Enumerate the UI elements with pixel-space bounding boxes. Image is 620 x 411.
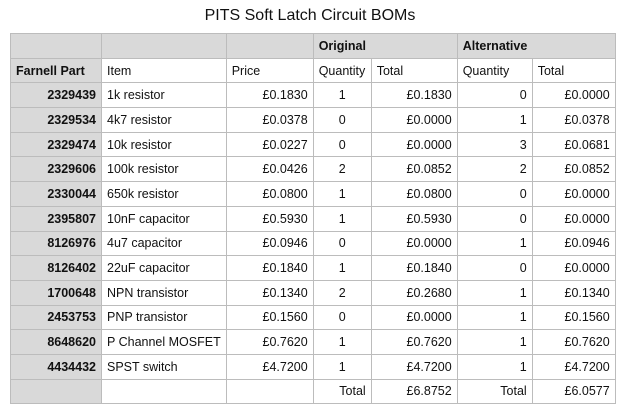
table-row: [11, 83, 616, 108]
item-cell[interactable]: 100k resistor: [102, 157, 227, 182]
original-total-cell[interactable]: £0.1840: [371, 256, 457, 281]
alternative-total-cell[interactable]: £0.0681: [532, 132, 615, 157]
original-total-cell[interactable]: £0.0000: [371, 231, 457, 256]
part-number-cell[interactable]: 2395807: [11, 206, 102, 231]
original-quantity-cell[interactable]: 2: [313, 157, 371, 182]
header-cell[interactable]: [11, 34, 102, 59]
table-row: [11, 206, 616, 231]
alternative-total-cell[interactable]: £0.7620: [532, 330, 615, 355]
part-number-cell[interactable]: 2330044: [11, 182, 102, 207]
totals-blank-cell[interactable]: [102, 379, 227, 404]
alternative-total-cell[interactable]: £0.0000: [532, 182, 615, 207]
alternative-total-cell[interactable]: £4.7200: [532, 354, 615, 379]
original-quantity-cell[interactable]: 0: [313, 231, 371, 256]
item-cell[interactable]: P Channel MOSFET: [102, 330, 227, 355]
original-quantity-cell[interactable]: 1: [313, 83, 371, 108]
table-row: [11, 157, 616, 182]
part-number-cell[interactable]: 8126976: [11, 231, 102, 256]
original-total-cell[interactable]: £0.0000: [371, 108, 457, 133]
alternative-quantity-cell[interactable]: 1: [457, 330, 532, 355]
original-total-cell[interactable]: £0.7620: [371, 330, 457, 355]
price-cell[interactable]: £0.5930: [226, 206, 313, 231]
part-number-cell[interactable]: 2329534: [11, 108, 102, 133]
price-cell[interactable]: £0.1830: [226, 83, 313, 108]
col-header-item[interactable]: Item: [102, 58, 227, 83]
original-total-cell[interactable]: £4.7200: [371, 354, 457, 379]
alternative-grand-total[interactable]: £6.0577: [532, 379, 615, 404]
col-header-alternative-total[interactable]: Total: [532, 58, 615, 83]
alternative-total-cell[interactable]: £0.0000: [532, 256, 615, 281]
part-number-cell[interactable]: 2329474: [11, 132, 102, 157]
original-quantity-cell[interactable]: 1: [313, 330, 371, 355]
sheet-title: PITS Soft Latch Circuit BOMs: [204, 7, 416, 24]
alternative-quantity-cell[interactable]: 2: [457, 157, 532, 182]
header-cell[interactable]: [226, 34, 313, 59]
alternative-total-cell[interactable]: £0.1560: [532, 305, 615, 330]
table-row: [11, 280, 616, 305]
item-cell[interactable]: 650k resistor: [102, 182, 227, 207]
alternative-quantity-cell[interactable]: 1: [457, 231, 532, 256]
alternative-total-cell[interactable]: £0.0378: [532, 108, 615, 133]
part-number-cell[interactable]: 4434432: [11, 354, 102, 379]
original-grand-total[interactable]: £6.8752: [371, 379, 457, 404]
alternative-quantity-cell[interactable]: 1: [457, 280, 532, 305]
item-cell[interactable]: 4u7 capacitor: [102, 231, 227, 256]
original-total-cell[interactable]: £0.0000: [371, 132, 457, 157]
col-header-original-quantity[interactable]: Quantity: [313, 58, 371, 83]
price-cell[interactable]: £0.0946: [226, 231, 313, 256]
price-cell[interactable]: £0.0426: [226, 157, 313, 182]
alternative-quantity-cell[interactable]: 1: [457, 305, 532, 330]
original-quantity-cell[interactable]: 0: [313, 108, 371, 133]
table-row: [11, 256, 616, 281]
original-quantity-cell[interactable]: 1: [313, 182, 371, 207]
alternative-quantity-cell[interactable]: 1: [457, 108, 532, 133]
table-row: [11, 182, 616, 207]
price-cell[interactable]: £0.0378: [226, 108, 313, 133]
group-original[interactable]: Original: [313, 34, 457, 59]
table-row: [11, 231, 616, 256]
price-cell[interactable]: £0.0227: [226, 132, 313, 157]
item-cell[interactable]: 10nF capacitor: [102, 206, 227, 231]
original-total-cell[interactable]: £0.1830: [371, 83, 457, 108]
original-quantity-cell[interactable]: 1: [313, 354, 371, 379]
table-row: [11, 132, 616, 157]
table-row: [11, 354, 616, 379]
alternative-total-cell[interactable]: £0.0852: [532, 157, 615, 182]
item-cell[interactable]: 1k resistor: [102, 83, 227, 108]
group-header-row: [11, 34, 616, 59]
totals-blank-cell[interactable]: [11, 379, 102, 404]
original-quantity-cell[interactable]: 0: [313, 132, 371, 157]
table-row: [11, 108, 616, 133]
alternative-total-cell[interactable]: £0.1340: [532, 280, 615, 305]
part-number-cell[interactable]: 2329439: [11, 83, 102, 108]
original-total-cell[interactable]: £0.5930: [371, 206, 457, 231]
price-cell[interactable]: £0.1560: [226, 305, 313, 330]
item-cell[interactable]: PNP transistor: [102, 305, 227, 330]
bom-table: [10, 33, 616, 404]
col-header-original-total[interactable]: Total: [371, 58, 457, 83]
original-total-cell[interactable]: £0.0000: [371, 305, 457, 330]
alternative-total-cell[interactable]: £0.0000: [532, 206, 615, 231]
table-row: [11, 305, 616, 330]
alternative-quantity-cell[interactable]: 0: [457, 83, 532, 108]
alternative-quantity-cell[interactable]: 0: [457, 182, 532, 207]
totals-blank-cell[interactable]: [226, 379, 313, 404]
original-total-label[interactable]: Total: [313, 379, 371, 404]
totals-row: [11, 379, 616, 404]
alternative-total-label[interactable]: Total: [457, 379, 532, 404]
price-cell[interactable]: £0.1840: [226, 256, 313, 281]
item-cell[interactable]: 22uF capacitor: [102, 256, 227, 281]
original-quantity-cell[interactable]: 1: [313, 256, 371, 281]
alternative-quantity-cell[interactable]: 0: [457, 206, 532, 231]
original-total-cell[interactable]: £0.0800: [371, 182, 457, 207]
original-total-cell[interactable]: £0.0852: [371, 157, 457, 182]
alternative-total-cell[interactable]: £0.0000: [532, 83, 615, 108]
group-alternative[interactable]: Alternative: [457, 34, 615, 59]
column-header-row: [11, 58, 616, 83]
original-quantity-cell[interactable]: 2: [313, 280, 371, 305]
alternative-quantity-cell[interactable]: 0: [457, 256, 532, 281]
part-number-cell[interactable]: 8126402: [11, 256, 102, 281]
original-total-cell[interactable]: £0.2680: [371, 280, 457, 305]
item-cell[interactable]: 10k resistor: [102, 132, 227, 157]
part-number-cell[interactable]: 1700648: [11, 280, 102, 305]
alternative-quantity-cell[interactable]: 1: [457, 354, 532, 379]
part-number-cell[interactable]: 2329606: [11, 157, 102, 182]
item-cell[interactable]: 4k7 resistor: [102, 108, 227, 133]
alternative-total-cell[interactable]: £0.0946: [532, 231, 615, 256]
item-cell[interactable]: NPN transistor: [102, 280, 227, 305]
col-header-farnell-part[interactable]: Farnell Part: [11, 58, 102, 83]
col-header-price[interactable]: Price: [226, 58, 313, 83]
col-header-alternative-quantity[interactable]: Quantity: [457, 58, 532, 83]
price-cell[interactable]: £0.1340: [226, 280, 313, 305]
price-cell[interactable]: £0.0800: [226, 182, 313, 207]
original-quantity-cell[interactable]: 0: [313, 305, 371, 330]
original-quantity-cell[interactable]: 1: [313, 206, 371, 231]
price-cell[interactable]: £0.7620: [226, 330, 313, 355]
alternative-quantity-cell[interactable]: 3: [457, 132, 532, 157]
header-cell[interactable]: [102, 34, 227, 59]
part-number-cell[interactable]: 8648620: [11, 330, 102, 355]
price-cell[interactable]: £4.7200: [226, 354, 313, 379]
part-number-cell[interactable]: 2453753: [11, 305, 102, 330]
table-row: [11, 330, 616, 355]
item-cell[interactable]: SPST switch: [102, 354, 227, 379]
